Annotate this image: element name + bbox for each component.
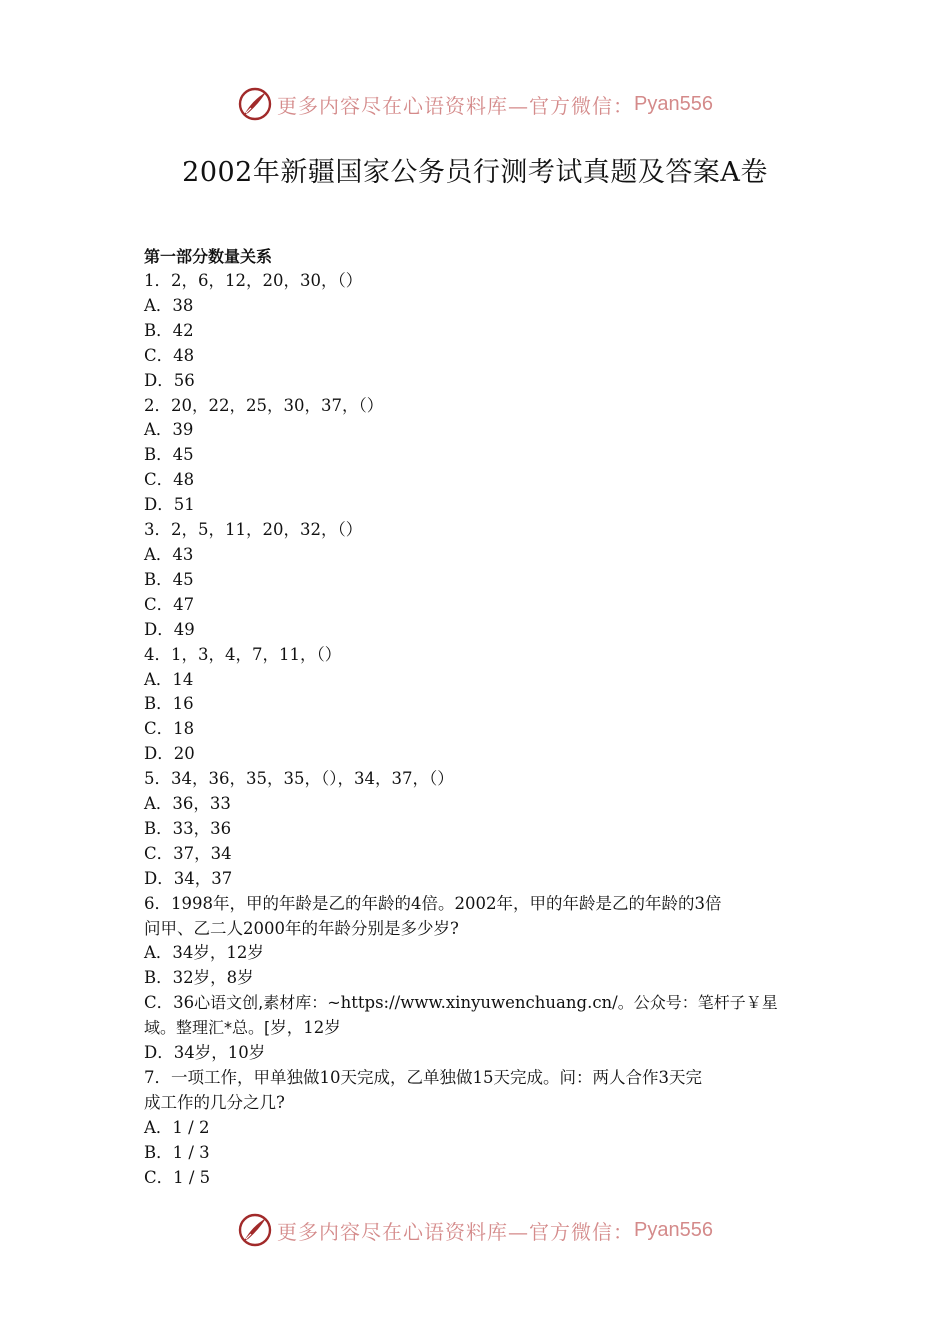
- option-line: B．45: [144, 445, 194, 465]
- option-line: A．14: [144, 669, 194, 689]
- option-line-c-6: [144, 991, 810, 1016]
- question-line: 7．一项工作，甲单独做10天完成，乙单独做15天完成。问：两人合作3天完: [144, 1068, 702, 1087]
- option-line: C．48: [144, 345, 195, 365]
- option-line: D．34，37: [144, 868, 233, 888]
- question-line: 1．2，6，12，20，30，（）: [144, 271, 363, 290]
- watermark-wechat-id: Pyan556: [634, 92, 713, 115]
- question-line: 5．34，36，35，35，（），34，37，（）: [144, 769, 454, 789]
- question-line: 6．1998年，甲的年龄是乙的年龄的4倍。2002年，甲的年龄是乙的年龄的3倍: [144, 893, 722, 913]
- option-line: C．1 / 5: [144, 1167, 211, 1187]
- option-line: A．43: [144, 544, 194, 564]
- quill-logo-icon: [237, 1212, 273, 1248]
- section-heading: 第一部分数量关系: [144, 247, 273, 266]
- watermark-text: 更多内容尽在心语资料库—官方微信：: [277, 93, 635, 118]
- option-line: B．32岁，8岁: [144, 968, 254, 988]
- question-line: 3．2，5，11，20，32，（）: [144, 520, 363, 540]
- header-watermark: [0, 84, 950, 124]
- watermark-wechat-id: Pyan556: [634, 1218, 713, 1241]
- option-c-prefix: C．36: [144, 993, 195, 1013]
- question-line: 2．20，22，25，30，37，（）: [144, 395, 384, 415]
- option-line: A．34岁，12岁: [144, 943, 264, 963]
- document-body: [144, 244, 810, 1191]
- footer-watermark: [0, 1210, 950, 1250]
- option-line: D．51: [144, 495, 195, 515]
- option-line: D．34岁，10岁: [144, 1043, 266, 1063]
- question-line: 问甲、乙二人2000年的年龄分别是多少岁?: [144, 918, 459, 938]
- option-line: A．39: [144, 420, 194, 440]
- option-c-line2-rest: 岁，12岁: [270, 1018, 341, 1038]
- option-c-url: https://www.xinyuwenchuang.cn/: [340, 993, 618, 1013]
- option-line: C．47: [144, 594, 195, 614]
- option-line: B．45: [144, 569, 194, 589]
- option-line: A．36，33: [144, 794, 231, 814]
- option-line: D．20: [144, 744, 195, 764]
- option-line: C．18: [144, 719, 195, 739]
- option-line: D．49: [144, 619, 195, 639]
- option-line: B．16: [144, 694, 194, 714]
- option-c-line2-sans: 域。整理汇*总。[: [144, 1018, 271, 1038]
- questions-block: [144, 269, 810, 1191]
- option-line: B．33，36: [144, 818, 232, 838]
- option-line: C．48: [144, 470, 195, 490]
- option-c-middle: 心语文创,素材库：~: [194, 993, 341, 1013]
- option-line: B．42: [144, 320, 194, 340]
- question-line: 4．1，3，4，7，11，（）: [144, 644, 342, 664]
- option-line-c-6-continued: [144, 1016, 810, 1041]
- option-line: C．37，34: [144, 843, 232, 863]
- document-title: 2002年新疆国家公务员行测考试真题及答案A卷: [182, 157, 768, 188]
- option-line: B．1 / 3: [144, 1142, 210, 1162]
- question-line: 成工作的几分之几?: [144, 1092, 285, 1112]
- watermark-text: 更多内容尽在心语资料库—官方微信：: [277, 1219, 635, 1244]
- option-line: A．38: [144, 295, 194, 315]
- option-line: D．56: [144, 370, 195, 390]
- option-c-suffix: 。公众号：笔杆子￥星: [617, 993, 778, 1013]
- option-line: A．1 / 2: [144, 1117, 210, 1137]
- quill-logo-icon: [237, 86, 273, 122]
